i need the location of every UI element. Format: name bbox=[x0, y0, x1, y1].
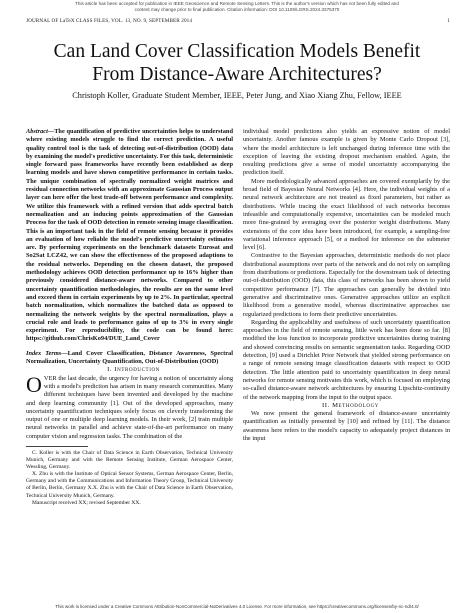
abstract bbox=[26, 128, 233, 344]
paragraph: More methodologically advanced approaches are covered exemplarily by the broad field of Bayesian Neural Networks [4]. Here, the individual weights of a neural network architecture are not treated as fixed parameters, but rather as distributions. While tracing the exact likelihood of such networks becomes infeasible and computationally expensive, uncertainties can be modeled much more fine-grained by averaging over the posterior weight distributions. Many extensions of the core idea have been introduced, for example, a sampling-free variational inference approach [5], or a method for inference on the submeter level [6]. bbox=[243, 177, 450, 252]
right-column bbox=[243, 128, 450, 443]
footnote-divider bbox=[26, 446, 88, 447]
abstract-text: —The quantification of predictive uncertainties helps to understand where existing models struggle to find the correct prediction. A useful quality control tool is the task of detecting out-of-distribution (OOD) data by examining the model's predictive uncertainty. For this task, deterministic single forward pass frameworks have recently been established as deep learning models and have shown competitive performance in certain tasks. The unique combination of spectrally normalized weight matrices and residual connection networks with an approximate Gaussian Process output layer can here offer the best trade-off between performance and complexity. We utilize this framework with a refined version that adds spectral batch normalization and an inducing points approximation of the Gaussian Process for the task of OOD detection in remote sensing image classification. This is an important task in the field of remote sensing because it provides an evaluation of how reliable the model's predictive uncertainty estimates are. By performing experiments on the benchmark datasets Eurosat and So2Sat LCZ42, we can show the effectiveness of the proposed adaptions to the residual networks. Depending on the chosen dataset, the proposed methodology achieves OOD detection performance up to 16% higher than previously considered distance-aware networks. Compared to other uncertainty quantification methodologies, the results are on the same level and exceed them in certain experiments by up to 2%. In particular, spectral batch normalization, which normalizes the batched data as opposed to normalizing the network weights by the spectral normalization, plays a crucial role and leads to performance gains of up to 3% in every single experiment. For reproducibility, the code can be found here: https://github.com/ChrisKo94/DUE_Land_Cover bbox=[26, 128, 233, 343]
paper-title bbox=[20, 40, 454, 86]
section-heading-methodology: II. Methodology bbox=[322, 401, 379, 409]
running-header bbox=[26, 18, 450, 24]
index-terms-lead: Index Terms bbox=[26, 349, 62, 357]
publication-notice-line2: content may change prior to final publication. Citation information: DOI 10.1109/LGRS.2024.3375370 bbox=[134, 6, 340, 12]
index-terms-text: —Land Cover Classification, Distance Awareness, Spectral Normalization, Uncertainty Quantification, Out-of-Distribution (OOD) bbox=[26, 349, 233, 366]
license-footer: This work is licensed under a Creative Commons Attribution-NonCommercial-NoDerivatives 4.0 License. For more information, see https://creativecommons.org/licenses/by-nc-nd/4.0/ bbox=[55, 604, 419, 609]
drop-cap: O bbox=[26, 371, 42, 397]
author-list: Christoph Koller, Graduate Student Member, IEEE, Peter Jung, and Xiao Xiang Zhu, Fellow, IEEE bbox=[72, 91, 402, 100]
paragraph: Regarding the applicability and usefulness of such uncertainty quantification approaches in the field of remote sensing, little work has been done so far. [8] modified the loss function to incorporate predictive uncertainties during training and showed convincing results on semantic segmentation tasks. Regarding OOD detection, [9] used a Dirichlet Prior Network that yielded strong performance on a range of remote sensing image classification datasets with respect to OOD detection. The little attention paid to uncertainty quantification in deep neural networks for remote sensing motivates this work, which is focused on employing so-called distance-aware network architectures by ensuring Lipschitz-continuity of the network mapping from the input to the output space. bbox=[243, 318, 450, 401]
section-heading-introduction: I. Introduction bbox=[107, 366, 160, 374]
introduction-paragraph bbox=[26, 371, 233, 441]
first-word: VER bbox=[43, 374, 57, 382]
footnote-affiliation-koller: C. Koller is with the Chair of Data Science in Earth Observation, Technical University Munich, Germany and with the Remote Sensing Institute, German Aerospace Center, Wessling, Germany. bbox=[26, 449, 233, 471]
paper-title-line2: From Distance-Aware Architectures? bbox=[92, 64, 382, 85]
publication-notice-line1: This article has been accepted for publication in IEEE Geoscience and Remote Sensing Letters. This is the author's version which has not been fully edited and bbox=[75, 1, 399, 6]
paragraph: Contrastive to the Bayesian approaches, deterministic methods do not place distributional assumptions over parts of the network and do not rely on sampling from distributions or predictions. Especially for the downstream task of detecting out-of-distribution (OOD) data, this class of networks has been shown to yield competitive performance [7]. The approaches can generally be divided into generative and discriminative ones. Generative approaches utilize an explicit likelihood from a generative model, whereas discriminative approaches use regularized predictions to form their predictive uncertainties. bbox=[243, 252, 450, 318]
paragraph: individual model predictions also yields an expressive notion of model uncertainty. Another famous example is given by Monte Carlo Dropout [3], where the model architecture is left unchanged during inference time with the exception of leaving the existing dropout mechanism enabled. Again, the resulting predictions give a sense of model uncertainty accompanying the prediction itself. bbox=[243, 128, 450, 177]
publication-notice bbox=[0, 1, 474, 12]
journal-running-title: JOURNAL OF LaTeX CLASS FILES, VOL. 13, NO. 9, SEPTEMBER 2014 bbox=[26, 18, 193, 24]
paper-title-line1: Can Land Cover Classification Models Benefit bbox=[53, 41, 421, 62]
footnote-affiliation-zhu: X. Zhu is with the Institute of Optical Sensor Systems, German Aerospace Center, Berlin, Germany and with the Communications and Information Theory Group, Technical University of Berlin, Berlin, Germany X.X. Zhu is with the Chair of Data Science in Earth Observation, Technical University Munich, Germany. bbox=[26, 471, 233, 499]
left-column bbox=[26, 128, 233, 507]
paragraph: We now present the general framework of distance-aware uncertainty quantification as initially presented by [10] and refined by [11]. The distance awareness here refers to the model's capacity to adequately project distances in the input bbox=[243, 410, 450, 442]
page-number: 1 bbox=[447, 18, 450, 24]
footnotes bbox=[26, 450, 233, 507]
index-terms bbox=[26, 350, 233, 367]
introduction-text: the last decade, the urgency for having a notion of uncertainty along with a model's prediction has arisen in many research communities. Many different techniques have been invented and developed by the machine and deep learning community [1]. Out of the developed approaches, many uncertainty quantification techniques solely focus on cleverly transforming the output of one or multiple deep learning models. In their work, [2] train multiple neural networks in parallel and achieve state-of-the-art performance on many computer vision and regression tasks. The combination of the bbox=[26, 374, 233, 440]
abstract-lead: Abstract bbox=[26, 128, 48, 135]
footnote-manuscript-received: Manuscript received XX; revised September XX. bbox=[32, 499, 141, 506]
